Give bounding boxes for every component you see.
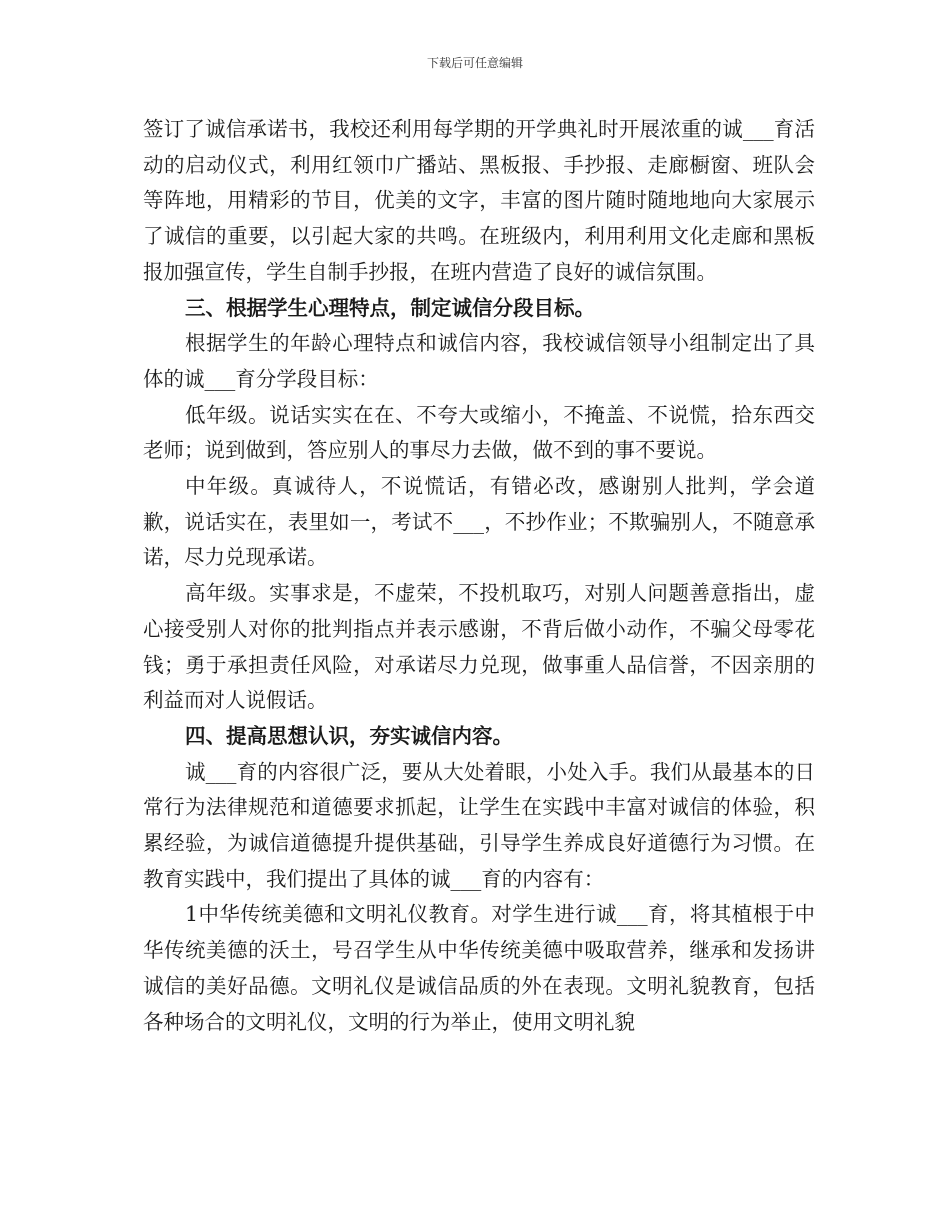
paragraph-upper-grade: 高年级。实事求是，不虚荣，不投机取巧，对别人问题善意指出，虚心接受别人对你的批判指点并表示感谢，不背后做小动作，不骗父母零花钱；勇于承担责任风险，对承诺尽力兑现，做事重人品信誉，不因亲朋的利益而对人说假话。 <box>143 581 815 713</box>
paragraph-continuation: 签订了诚信承诺书，我校还利用每学期的开学典礼时开展浓重的诚___育活动的启动仪式，利用红领巾广播站、黑板报、手抄报、走廊橱窗、班队会等阵地，用精彩的节目，优美的文字，丰富的图片随时随地地向大家展示了诚信的重要，以引起大家的共鸣。在班级内，利用利用文化走廊和黑板报加强宣传，学生自制手抄报，在班内营造了良好的诚信氛围。 <box>143 117 815 284</box>
document-body <box>143 112 815 1040</box>
paragraph-goals-intro: 根据学生的年龄心理特点和诚信内容，我校诚信领导小组制定出了具体的诚___育分学段目标： <box>143 331 815 391</box>
section-heading-3: 三、根据学生心理特点，制定诚信分段目标。 <box>185 295 596 320</box>
paragraph-lower-grade: 低年级。说话实实在在、不夸大或缩小，不掩盖、不说慌，拾东西交老师；说到做到，答应别人的事尽力去做，做不到的事不要说。 <box>143 402 815 463</box>
section-heading-4: 四、提高思想认识，夯实诚信内容。 <box>185 723 514 748</box>
header-note: 下载后可任意编辑 <box>426 56 523 70</box>
paragraph-middle-grade: 中年级。真诚待人，不说慌话，有错必改，感谢别人批判，学会道歉，说话实在，表里如一，考试不___，不抄作业；不欺骗别人，不随意承诺，尽力兑现承诺。 <box>143 474 815 570</box>
paragraph-traditional-virtue: 1中华传统美德和文明礼仪教育。对学生进行诚___育，将其植根于中华传统美德的沃土，号召学生从中华传统美德中吸取营养，继承和发扬讲诚信的美好品德。文明礼仪是诚信品质的外在表现。文明礼貌教育，包括各种场合的文明礼仪，文明的行为举止，使用文明礼貌 <box>143 902 815 1034</box>
paragraph-content-intro: 诚___育的内容很广泛，要从大处着眼，小处入手。我们从最基本的日常行为法律规范和道德要求抓起，让学生在实践中丰富对诚信的体验，积累经验，为诚信道德提升提供基础，引导学生养成良好道德行为习惯。在教育实践中，我们提出了具体的诚___育的内容有： <box>143 759 815 891</box>
